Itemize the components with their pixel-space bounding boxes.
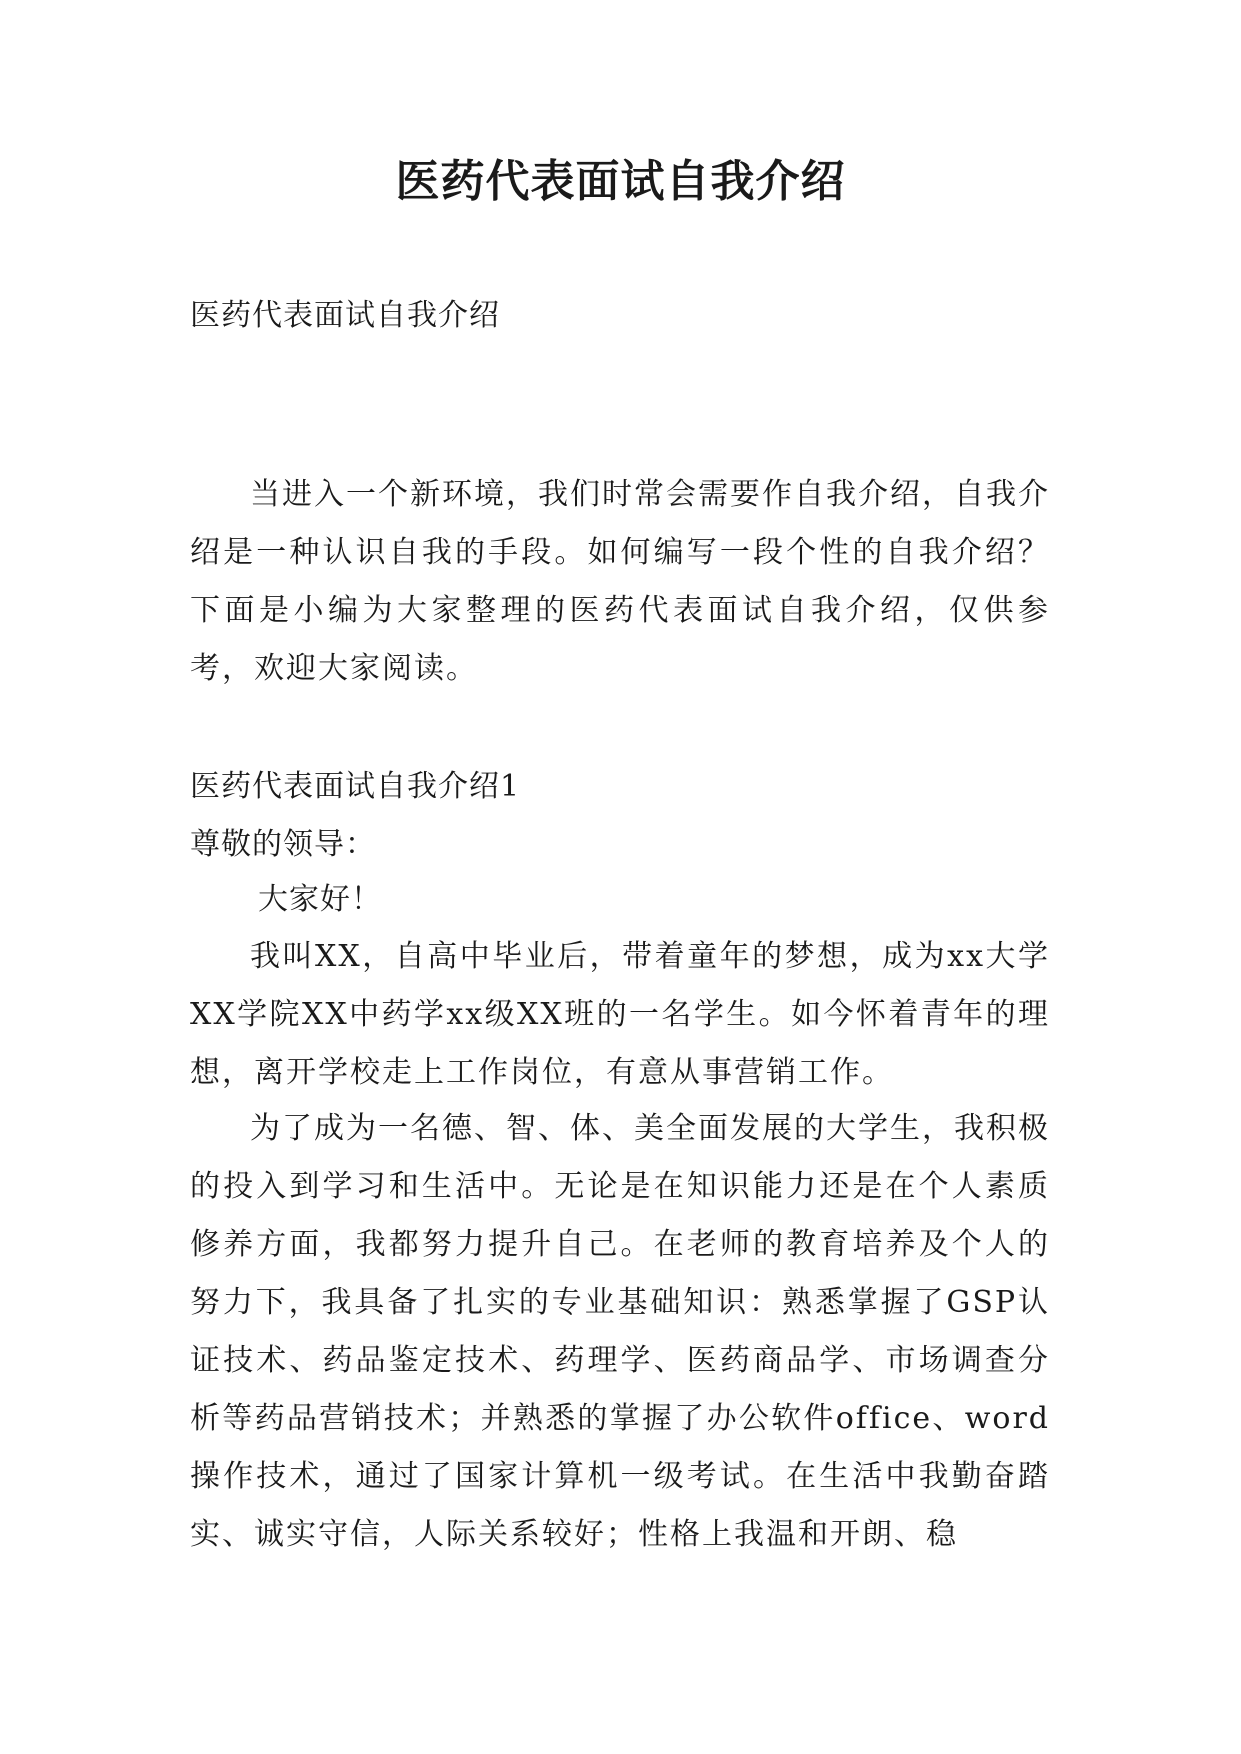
document-title: 医药代表面试自我介绍: [395, 156, 846, 207]
intro-paragraph: 当进入一个新环境，我们时常会需要作自我介绍，自我介绍是一种认识自我的手段。如何编写一段个性的自我介绍？下面是小编为大家整理的医药代表面试自我介绍，仅供参考，欢迎大家阅读。: [190, 477, 1050, 686]
greeting: 大家好！: [258, 882, 382, 917]
body-paragraph: 我叫XX，自高中毕业后，带着童年的梦想，成为xx大学XX学院XX中药学xx级XX班的一名学生。如今怀着青年的理想，离开学校走上工作岗位，有意从事营销工作。: [190, 939, 1050, 1090]
body-paragraph: 为了成为一名德、智、体、美全面发展的大学生，我积极的投入到学习和生活中。无论是在知识能力还是在个人素质修养方面，我都努力提升自己。在老师的教育培养及个人的努力下，我具备了扎实的专业基础知识：熟悉掌握了GSP认证技术、药品鉴定技术、药理学、医药商品学、市场调查分析等药品营销技术；并熟悉的掌握了办公软件office、word操作技术，通过了国家计算机一级考试。在生活中我勤奋踏实、诚实守信，人际关系较好；性格上我温和开朗、稳: [190, 1111, 1050, 1552]
section-heading: 医药代表面试自我介绍1: [190, 769, 521, 804]
salutation: 尊敬的领导：: [190, 827, 376, 862]
document-subtitle: 医药代表面试自我介绍: [190, 298, 500, 333]
